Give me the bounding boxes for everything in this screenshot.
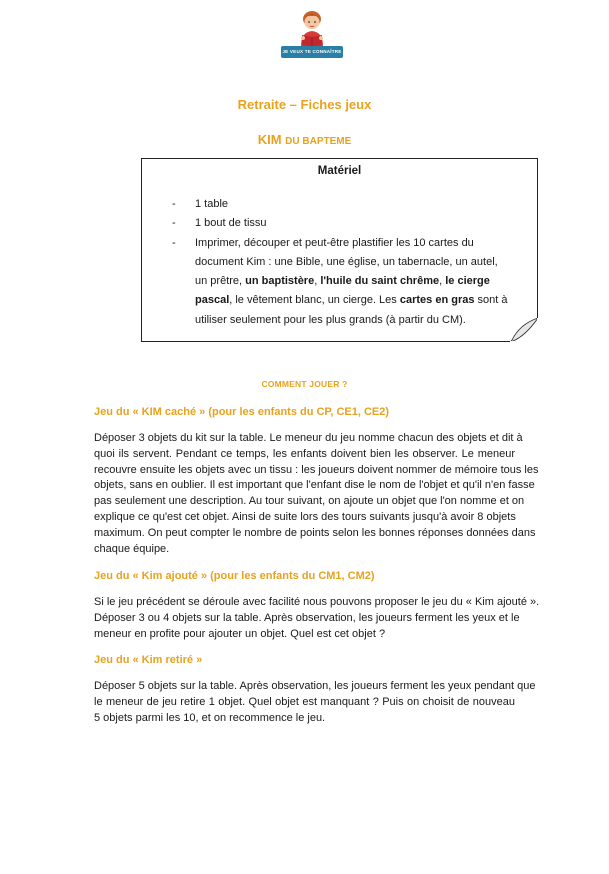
section-title: COMMENT JOUER ? — [261, 379, 348, 389]
page-curl-decoration — [510, 318, 538, 342]
materiel-title: Matériel — [317, 165, 362, 177]
list-item: - Imprimer, découper et peut-être plastifier les 10 cartes du document Kim : une Bible, une église, un tabernacle, un autel, un prêtre, un baptistère, l'huile du saint chrême, le cierge pascal, le vêtement blanc, un cierge. Les cartes en gras sont à utiliser seulement pour les plus grands (à partir du CM). — [172, 234, 512, 330]
game3-text: Déposer 5 objets sur la table. Après observation, les joueurs ferment les yeux pendant que le meneur de jeu retire 1 objet. Quel objet est manquant ? Puis on choisit de nouveau 5 objets parmi les 10, et on recommence le jeu. — [94, 680, 536, 724]
logo — [281, 8, 343, 58]
page-subtitle — [0, 132, 609, 147]
bold-card: le cierge — [445, 275, 490, 288]
page-title: Retraite – Fiches jeux — [237, 97, 372, 112]
materiel-box — [141, 158, 538, 342]
materiel-list — [172, 195, 512, 330]
game1-text: Déposer 3 objets du kit sur la table. Le meneur du jeu nomme chacun des objets et dit à quoi ils servent. Pendant ce temps, les enfants doivent bien les observer. Le meneur recouvre ensuite les objets avec un tissu : les joueurs doivent nommer de mémoire tous les objets, sans en oublier. Il est important que l'enfant dise le nom de l'objet et qu'il n'en fasse pas seulement une description. Au tour suivant, on ajoute un objet que l'on nomme et on explique ce qu'est cet objet. Ainsi de suite lors des tours suivants jusqu'à avoir 8 objets maximum. On peut compter le nombre de points selon les bonnes réponses données dans chaque équipe. — [94, 432, 539, 555]
game3-title: Jeu du « Kim retiré » — [94, 654, 203, 666]
list-item-line: Imprimer, découper et peut-être plastifier les 10 cartes du — [195, 236, 474, 249]
subtitle-small: DU BAPTEME — [285, 136, 352, 147]
logo-banner: JE VEUX TE CONNAÎTRE — [281, 46, 343, 58]
subtitle-main: KIM — [257, 132, 282, 147]
bold-card: un baptistère — [245, 275, 315, 288]
bold-text: cartes en gras — [399, 294, 475, 307]
bold-card: l'huile du saint chrême — [320, 275, 440, 288]
game1-title: Jeu du « KIM caché » (pour les enfants du CP, CE1, CE2) — [94, 406, 390, 418]
list-item-line: document Kim : une Bible, une église, un tabernacle, un autel, — [195, 255, 498, 268]
list-item: - 1 table — [172, 195, 512, 214]
game2-title: Jeu du « Kim ajouté » (pour les enfants du CM1, CM2) — [94, 570, 375, 582]
list-item-line: utiliser seulement pour les plus grands (à partir du CM). — [195, 313, 466, 326]
list-item: - 1 bout de tissu — [172, 214, 512, 233]
reading-child-icon — [281, 8, 343, 48]
bold-card: pascal — [195, 294, 230, 307]
game2-text: Si le jeu précédent se déroule avec facilité nous pouvons proposer le jeu du « Kim ajouté ». Déposer 3 ou 4 objets sur la table. Après observation, les joueurs ferment les yeux et le meneur en profite pour ajouter un objet. Quel est cet objet ? — [94, 596, 540, 640]
